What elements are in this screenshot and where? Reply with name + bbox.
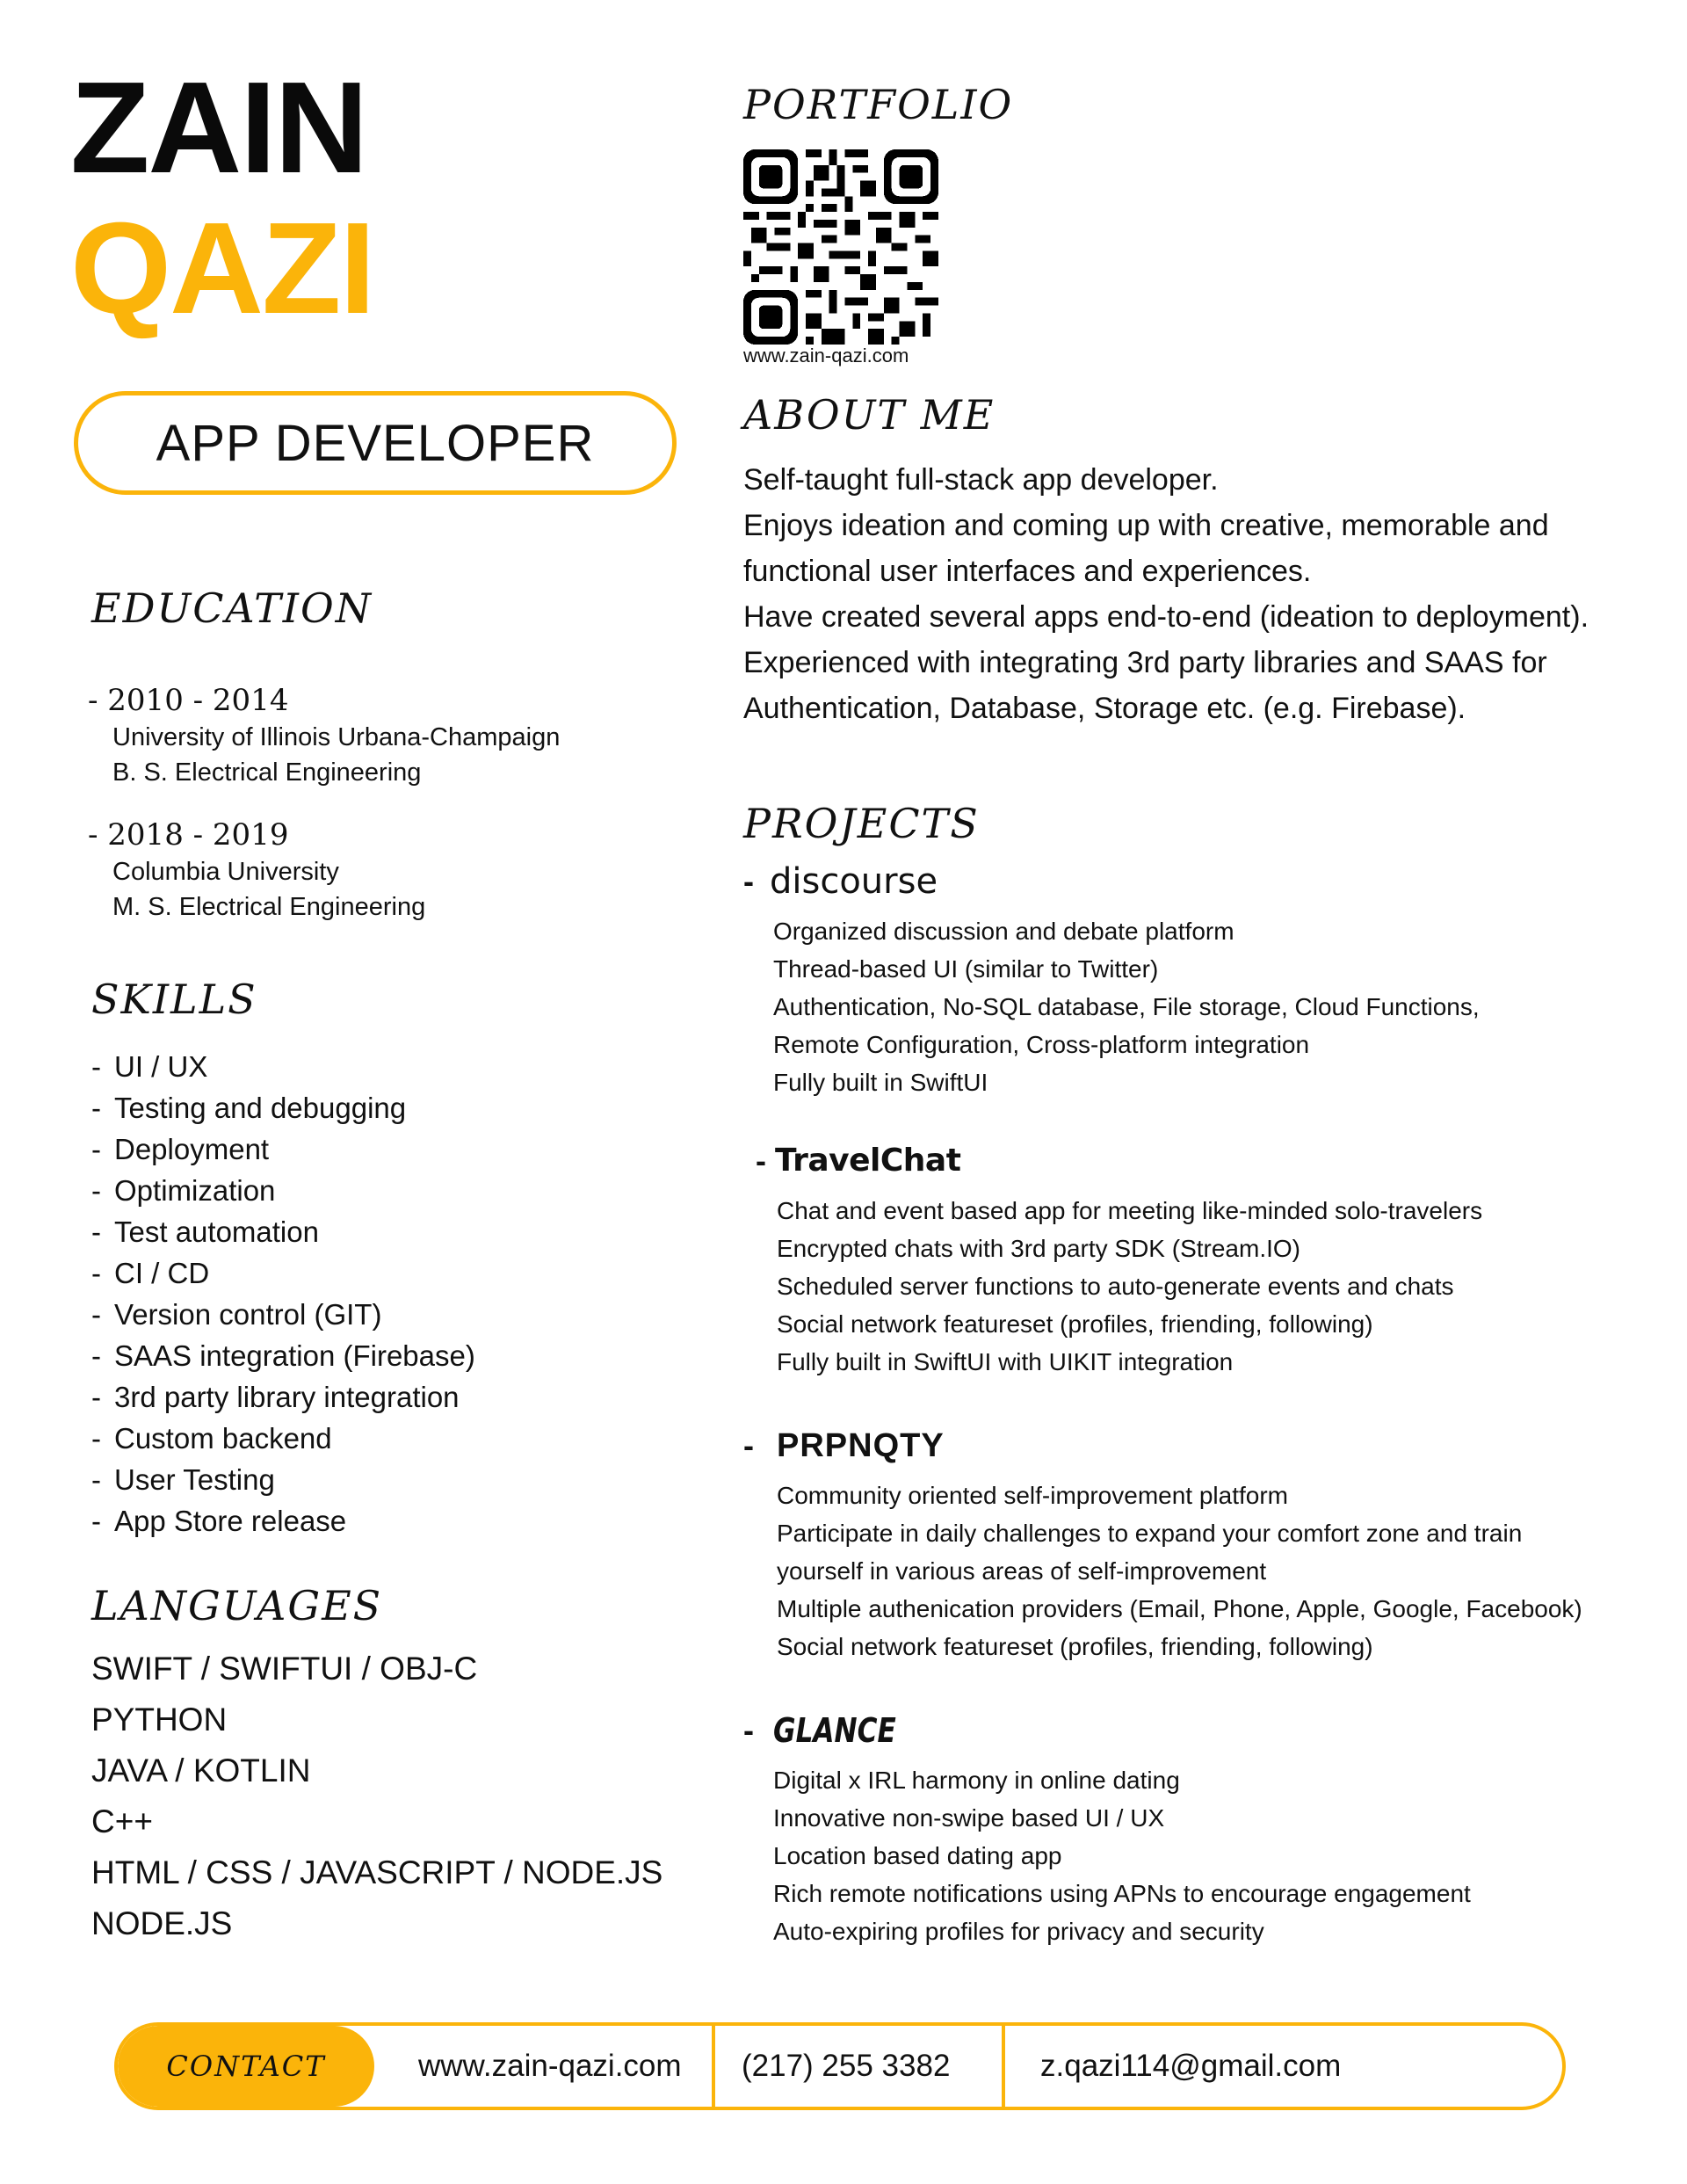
role-badge [74,391,677,495]
languages-heading: LANGUAGES [91,1582,383,1629]
project-line: Fully built in SwiftUI [773,1069,988,1096]
last-name: QAZI [70,196,374,341]
education-entry [88,816,703,925]
project-line: Encrypted chats with 3rd party SDK (Stream.IO) [777,1235,1300,1262]
project-title: discourse [770,861,938,902]
list-item: JAVA / KOTLIN [91,1752,311,1789]
education-school: University of Illinois Urbana-Champaign [112,723,561,752]
portfolio-url[interactable]: www.zain-qazi.com [743,345,909,366]
project-line: Scheduled server functions to auto-generate events and chats [777,1273,1454,1300]
list-item: - Test automation [91,1215,319,1248]
list-item: - SAAS integration (Firebase) [91,1339,475,1372]
about-line: Have created several apps end-to-end (ideation to deployment). [743,600,1589,634]
project-prpnqty [743,1426,1657,1665]
about-text [743,457,1648,731]
project-line: Authentication, No-SQL database, File storage, Cloud Functions, [773,993,1480,1020]
contact-website[interactable]: www.zain-qazi.com [418,2049,682,2083]
project-title: PRPNQTY [777,1427,945,1464]
projects-heading: PROJECTS [743,800,980,847]
bullet-dash: - [743,1427,754,1463]
project-line: Remote Configuration, Cross-platform integration [773,1031,1310,1058]
skills-heading: SKILLS [91,976,257,1023]
qr-code-icon [743,149,938,345]
list-item: - 3rd party library integration [91,1381,460,1413]
education-years: - 2018 - 2019 [88,817,289,853]
project-line: Community oriented self-improvement platform [777,1482,1288,1509]
list-item: SWIFT / SWIFTUI / OBJ-C [91,1651,478,1687]
education-school: Columbia University [112,858,339,887]
project-line: Multiple authenication providers (Email, Phone, Apple, Google, Facebook) [777,1595,1582,1622]
education-entry [88,681,703,790]
bullet-dash: - [756,1143,766,1179]
contact-label: CONTACT [118,2026,374,2107]
list-item: - User Testing [91,1463,275,1496]
contact-email[interactable]: z.qazi114@gmail.com [1040,2049,1342,2083]
list-item: PYTHON [91,1701,228,1738]
about-line: Self-taught full-stack app developer. [743,463,1219,497]
about-heading: ABOUT ME [743,391,996,439]
contact-phone[interactable]: (217) 255 3382 [742,2049,951,2083]
about-line: Authentication, Database, Storage etc. (e.g. Firebase). [743,692,1466,725]
project-line: Organized discussion and debate platform [773,918,1234,945]
project-line: Innovative non-swipe based UI / UX [773,1804,1165,1832]
about-line: functional user interfaces and experiences. [743,555,1312,588]
project-line: Thread-based UI (similar to Twitter) [773,955,1159,983]
project-line: Rich remote notifications using APNs to encourage engagement [773,1880,1471,1907]
skills-list [91,1046,689,1542]
list-item: - UI / UX [91,1050,208,1083]
about-line: Enjoys ideation and coming up with creative, memorable and [743,509,1549,542]
project-line: Social network featureset (profiles, friending, following) [777,1633,1373,1660]
education-heading: EDUCATION [91,584,373,632]
project-line: Social network featureset (profiles, friending, following) [777,1310,1373,1338]
project-travelchat [743,1141,1657,1381]
list-item: HTML / CSS / JAVASCRIPT / NODE.JS [91,1854,663,1890]
project-title: GLANCE [773,1711,896,1750]
list-item: C++ [91,1803,153,1839]
project-line: Digital x IRL harmony in online dating [773,1767,1180,1794]
role-label: APP DEVELOPER [156,414,595,472]
project-glance [743,1710,1657,1950]
project-line: Participate in daily challenges to expand your comfort zone and train [777,1520,1523,1547]
list-item: - Optimization [91,1174,276,1207]
list-item: - Version control (GIT) [91,1298,382,1331]
project-title: TravelChat [775,1143,961,1179]
bullet-dash: - [743,1712,754,1748]
list-item: - Testing and debugging [91,1092,407,1124]
education-years: - 2010 - 2014 [88,683,289,718]
project-line: yourself in various areas of self-improvement [777,1557,1267,1585]
project-line: Chat and event based app for meeting like-minded solo-travelers [777,1197,1483,1224]
contact-bar [114,2022,1566,2110]
list-item: - App Store release [91,1505,347,1537]
list-item: NODE.JS [91,1905,233,1941]
education-degree: M. S. Electrical Engineering [112,893,426,922]
education-degree: B. S. Electrical Engineering [112,758,422,787]
project-line: Fully built in SwiftUI with UIKIT integration [777,1348,1234,1375]
portfolio-heading: PORTFOLIO [743,81,1014,128]
first-name: ZAIN [70,55,367,200]
project-line: Auto-expiring profiles for privacy and security [773,1918,1264,1945]
project-line: Location based dating app [773,1842,1062,1869]
project-discourse [743,861,1657,1101]
bullet-dash: - [743,863,754,899]
list-item: - Custom backend [91,1422,332,1455]
about-line: Experienced with integrating 3rd party libraries and SAAS for [743,646,1547,679]
list-item: - CI / CD [91,1257,210,1289]
list-item: - Deployment [91,1133,270,1165]
languages-list [91,1643,724,1949]
